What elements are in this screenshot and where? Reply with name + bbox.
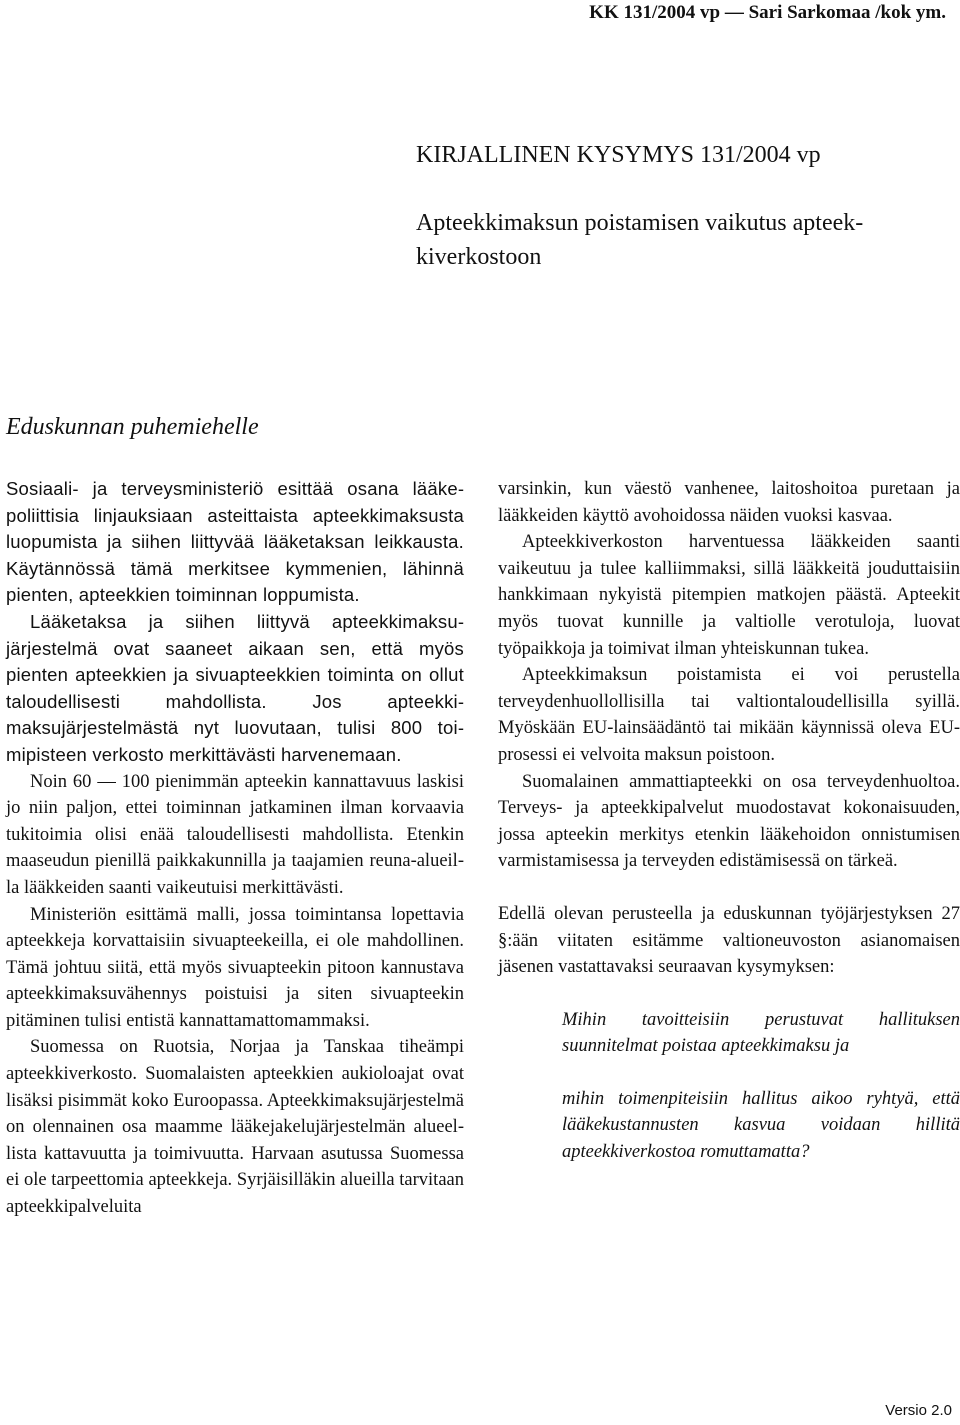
paragraph-continuation: varsinkin, kun väestö vanhenee, laitoshoitoa puretaan ja lääkkeiden käyttö avohoidossa näiden vuoksi kasvaa. [498, 479, 960, 526]
paragraph-network-thinning: Apteekkiverkoston harventuessa lääkkeiden saanti vaikeutuu ja tulee kalliimmaksi, sillä lääkkeitä jouduttaisiin hankkimaan nykyistä pitempien matkojen päästä. Apteekit myös tuovat kunnille ja valtiolle verotuloja, luovat työpaikkoja ja toimivat ilman yhteiskunnan tukea. [498, 532, 960, 659]
addressee-heading: Eduskunnan puhemiehelle [6, 414, 259, 440]
paragraph-nordic-comparison: Suomessa on Ruotsia, Norjaa ja Tanskaa tiheämpi apteekkiverkosto. Suomalaisten apteekkien aukioloajat ovat lisäksi pisimmät koko Euroopassa. Apteekkimaksujärjestelmä on olennainen osa maamme lääkejakelujärjestelmän alueellista kattavuutta ja toimivuutta. Harvaan asutussa Suomessa ei ole tarpeettomia apteekkeja. Syrjäisilläkin alueilla tarvitaan apteekkipalveluita [6, 1037, 464, 1218]
paragraph-profitability: Noin 60 — 100 pienimmän apteekin kannattavuus laskisi jo niin paljon, ettei toiminnan jatkaminen ilman korvaavia tukitoimia olisi enää taloudellisesti mahdollista. Etenkin maaseudun pienillä paikkakunnilla ja taajamien reuna-alueilla lääkkeiden saanti vaikeutuisi merkittävästi. [6, 771, 464, 898]
paragraph-pharmacy-fee-system: Lääketaksa ja siihen liittyvä apteekkimaksujärjestelmä ovat saaneet aikaan sen, että myös pienten apteekkien ja sivuapteekkien toiminta on ollut taloudellisesti mahdollista. Jos apteekkimaksujärjestelmästä nyt luovutaan, tulisi 800 toimipisteen verkosto merkittävästi harvenemaan. [6, 610, 464, 765]
paragraph-intro: Sosiaali- ja terveysministeriö esittää osana lääkepoliittisia linjauksiaan asteittaista apteekkimaksusta luopumista ja siihen liittyvää lääketaksan leikkausta. Käytännössä tämä merkitsee kymmenien, lähinnä pienten, apteekkien toiminnan loppumista. [6, 478, 464, 606]
right-text-column [498, 476, 960, 1166]
paragraph-ministry-model: Ministeriön esittämä malli, jossa toimintansa lopettavia apteekkeja korvattaisiin sivuapteekeilla, ei ole mahdollinen. Tämä johtuu siitä, että myös sivuapteekin pitoon kannustava apteekkimaksuvähennys poistuisi ja siten sivuapteekin pitäminen tulisi entistä kannattamattomammaksi. [6, 904, 464, 1031]
document-title: KIRJALLINEN KYSYMYS 131/2004 vp [416, 142, 821, 168]
version-label: Versio 2.0 [885, 1402, 952, 1419]
left-text-column [6, 476, 464, 1221]
document-reference-header: KK 131/2004 vp — Sari Sarkomaa /kok ym. [589, 2, 946, 23]
paragraph-healthcare-role: Suomalainen ammattiapteekki on osa terveydenhuoltoa. Terveys- ja apteekkipalvelut muodostavat kokonaisuuden, jossa apteekin merkitys etenkin lääkehoidon onnistumisen varmistamisessa ja terveyden edistämisessä on tärkeä. [498, 771, 960, 872]
question-1: Mihin tavoitteisiin perustuvat hallituksen suunnitelmat poistaa apteekkimaksu ja [562, 1009, 960, 1057]
question-2: mihin toimenpiteisiin hallitus aikoo ryhtyä, että lääkekustannusten kasvua voidaan hillitä apteekkiverkostoa romuttamatta? [562, 1088, 960, 1163]
paragraph-question-intro: Edellä olevan perusteella ja eduskunnan työjärjestyksen 27 §:ään viitaten esitämme valtioneuvoston asianomaisen jäsenen vastattavaksi seuraavan kysymyksen: [498, 903, 960, 978]
document-subtitle: Apteekkimaksun poistamisen vaikutus apteekkiverkostoon [416, 210, 864, 270]
paragraph-justification: Apteekkimaksun poistamista ei voi perustella terveydenhuollollisilla tai valtiontaloudellisilla syillä. Myöskään EU-lainsäädäntö tai mikään käynnissä oleva EU-prosessi ei velvoita maksun poistoon. [498, 665, 960, 765]
